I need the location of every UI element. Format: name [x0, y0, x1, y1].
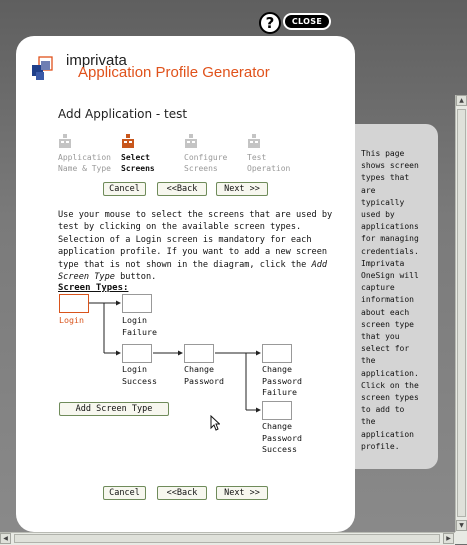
screen-label-login-success: Login Success — [122, 364, 157, 386]
screen-node-login-failure[interactable] — [122, 294, 152, 313]
scroll-down-arrow-icon[interactable]: ▼ — [456, 520, 467, 531]
step-select-screens — [121, 133, 185, 174]
cancel-button-bottom[interactable]: Cancel — [103, 486, 146, 500]
vertical-scrollbar[interactable] — [455, 95, 467, 532]
help-icon: ? — [265, 14, 275, 32]
page-title: Add Application - test — [58, 107, 188, 121]
step-configure-screens — [184, 133, 248, 174]
step-inactive-icon — [185, 134, 197, 148]
step-test-operation — [247, 133, 311, 174]
vertical-scroll-thumb[interactable] — [457, 109, 466, 517]
step-label: Test Operation — [247, 153, 291, 173]
product-title: Application Profile Generator — [78, 64, 270, 81]
step-label: Select Screens — [121, 153, 155, 173]
close-button[interactable]: CLOSE — [283, 13, 331, 30]
screen-node-change-password-failure[interactable] — [262, 344, 292, 363]
step-label: Configure Screens — [184, 153, 228, 173]
add-screen-type-button[interactable]: Add Screen Type — [59, 402, 169, 416]
screen-types-heading: Screen Types: — [58, 283, 129, 293]
scrollbar-corner — [455, 532, 467, 544]
screen-label-login-failure: Login Failure — [122, 315, 157, 337]
step-label: Application Name & Type — [58, 153, 111, 173]
next-button-top[interactable]: Next >> — [216, 182, 268, 196]
horizontal-scroll-thumb[interactable] — [14, 534, 440, 543]
imprivata-logo-icon — [30, 54, 60, 82]
add-screen-type-reference: Add Screen Type — [58, 259, 328, 283]
scroll-up-arrow-icon[interactable]: ▲ — [456, 95, 467, 106]
next-button-bottom[interactable]: Next >> — [216, 486, 268, 500]
scroll-right-arrow-icon[interactable]: ▶ — [443, 533, 454, 544]
screen-node-change-password-success[interactable] — [262, 401, 292, 420]
back-button-bottom[interactable]: <<Back — [157, 486, 207, 500]
screen-node-change-password[interactable] — [184, 344, 214, 363]
cancel-button-top[interactable]: Cancel — [103, 182, 146, 196]
screen-label-change-password: Change Password — [184, 364, 224, 386]
help-panel-text: This page shows screen types that are typically used by applications for managing credentials. Imprivata OneSign will capture information about each screen type that you select for the application. Click on the screen types to add to the application profile. — [361, 149, 419, 451]
mouse-pointer-icon — [210, 415, 220, 431]
help-button[interactable] — [259, 12, 281, 34]
screen-label-change-password-failure: Change Password Failure — [262, 364, 302, 397]
screen-label-change-password-success: Change Password Success — [262, 421, 302, 454]
screen-node-login[interactable] — [59, 294, 89, 313]
step-active-icon — [122, 134, 134, 148]
instructions-text: Use your mouse to select the screens that are used by test by clicking on the available screen types. Selection of a Login screen is mandatory for each application profile. If you want to add a new screen type that is not shown in the diagram, click the Add Screen Type button. — [58, 210, 333, 283]
step-application-name-type — [58, 133, 122, 174]
screen-node-login-success[interactable] — [122, 344, 152, 363]
step-inactive-icon — [248, 134, 260, 148]
back-button-top[interactable]: <<Back — [157, 182, 207, 196]
horizontal-scrollbar[interactable] — [0, 532, 455, 545]
step-inactive-icon — [59, 134, 71, 148]
brand-wordmark: imprivata — [66, 52, 127, 69]
screen-label-login: Login — [59, 315, 84, 325]
scroll-left-arrow-icon[interactable]: ◀ — [0, 533, 11, 544]
